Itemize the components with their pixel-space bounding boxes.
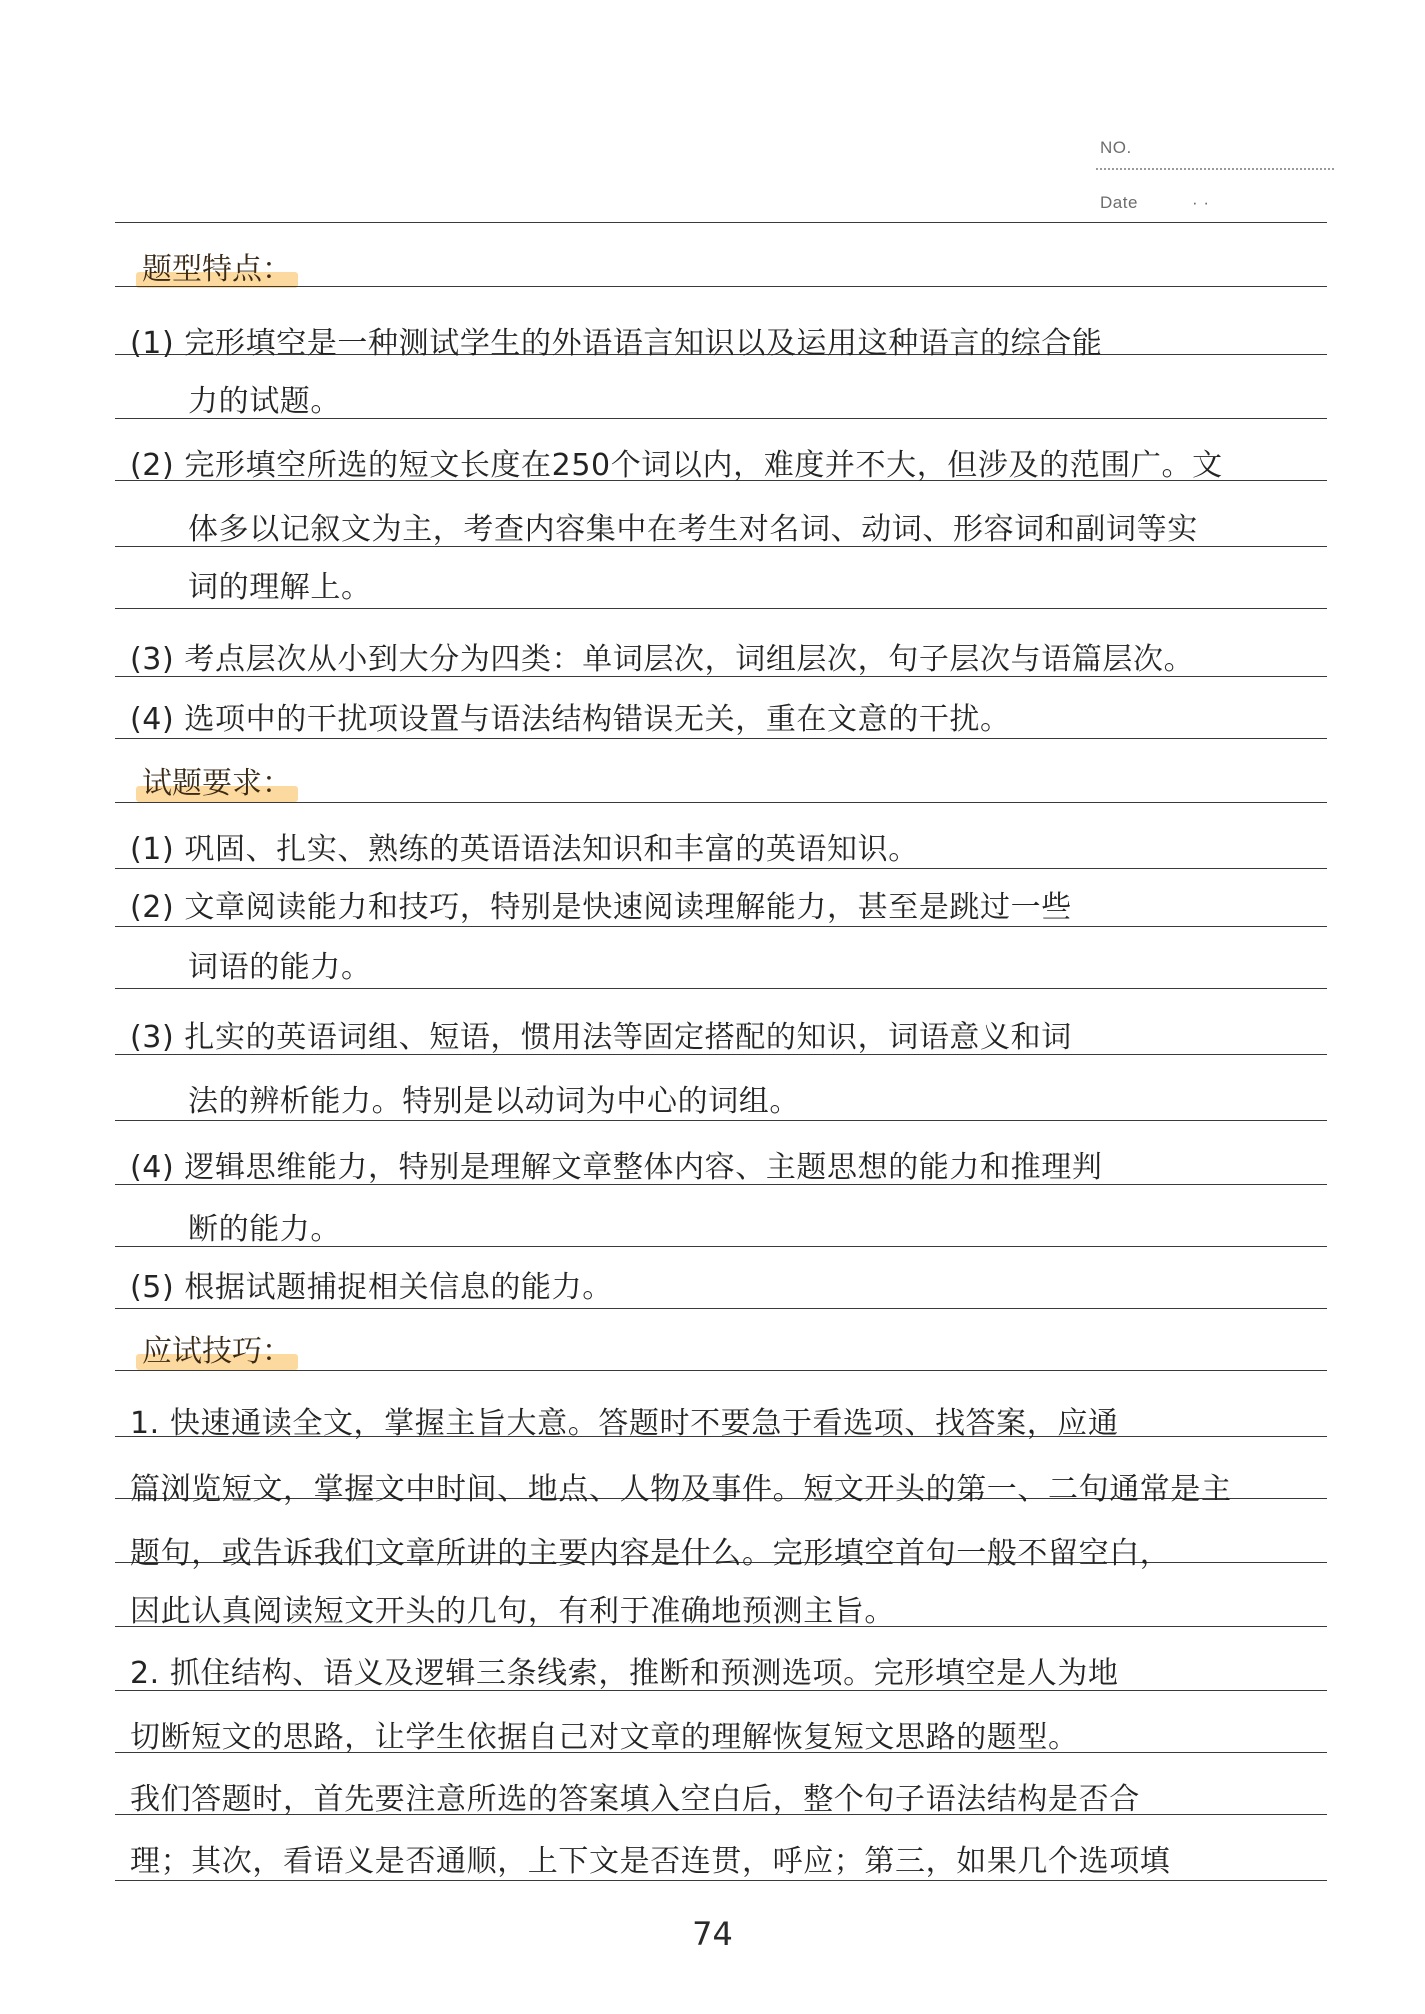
features-line-3: (2) 完形填空所选的短文长度在250个词以内，难度并不大，但涉及的范围广。文 [130,448,1223,483]
requirements-line-7: 断的能力。 [188,1212,341,1247]
tips-line-5: 2. 抓住结构、语义及逻辑三条线索，推断和预测选项。完形填空是人为地 [130,1656,1119,1691]
header-divider [1096,168,1334,170]
requirements-line-4: (3) 扎实的英语词组、短语，惯用法等固定搭配的知识，词语意义和词 [130,1020,1072,1055]
header-date-dots: · · [1192,193,1210,212]
ruled-line [115,286,1327,287]
section-title-tips: 应试技巧： [138,1332,296,1372]
tips-line-3: 题句，或告诉我们文章所讲的主要内容是什么。完形填空首句一般不留空白， [130,1536,1171,1571]
tips-line-8: 理；其次，看语义是否通顺，上下文是否连贯，呼应；第三，如果几个选项填 [130,1844,1171,1879]
requirements-line-5: 法的辨析能力。特别是以动词为中心的词组。 [188,1084,800,1119]
requirements-line-2: (2) 文章阅读能力和技巧，特别是快速阅读理解能力，甚至是跳过一些 [130,890,1072,925]
requirements-line-3: 词语的能力。 [188,950,372,985]
features-line-4: 体多以记叙文为主，考查内容集中在考生对名词、动词、形容词和副词等实 [188,512,1198,547]
features-line-5: 词的理解上。 [188,570,372,605]
ruled-line [115,1308,1327,1309]
requirements-line-6: (4) 逻辑思维能力，特别是理解文章整体内容、主题思想的能力和推理判 [130,1150,1103,1185]
section-title-features: 题型特点： [138,250,296,290]
features-line-7: (4) 选项中的干扰项设置与语法结构错误无关，重在文意的干扰。 [130,702,1011,737]
header-no-label: NO. [1100,138,1132,157]
ruled-line [115,802,1327,803]
tips-line-4: 因此认真阅读短文开头的几句，有利于准确地预测主旨。 [130,1594,895,1629]
requirements-line-1: (1) 巩固、扎实、熟练的英语语法知识和丰富的英语知识。 [130,832,919,867]
tips-line-1: 1. 快速通读全文，掌握主旨大意。答题时不要急于看选项、找答案，应通 [130,1406,1119,1441]
features-line-2: 力的试题。 [188,384,341,419]
page-number: 74 [692,1915,733,1953]
tips-line-2: 篇浏览短文，掌握文中时间、地点、人物及事件。短文开头的第一、二句通常是主 [130,1472,1232,1507]
features-line-1: (1) 完形填空是一种测试学生的外语语言知识以及运用这种语言的综合能 [130,326,1103,361]
header-date-label: Date [1100,193,1138,212]
ruled-line [115,222,1327,223]
ruled-line [115,988,1327,989]
tips-line-7: 我们答题时，首先要注意所选的答案填入空白后，整个句子语法结构是否合 [130,1782,1140,1817]
section-title-requirements: 试题要求： [138,764,296,804]
ruled-line [115,1370,1327,1371]
requirements-line-8: (5) 根据试题捕捉相关信息的能力。 [130,1270,613,1305]
features-line-6: (3) 考点层次从小到大分为四类：单词层次，词组层次，句子层次与语篇层次。 [130,642,1195,677]
ruled-line [115,608,1327,609]
tips-line-6: 切断短文的思路，让学生依据自己对文章的理解恢复短文思路的题型。 [130,1720,1079,1755]
